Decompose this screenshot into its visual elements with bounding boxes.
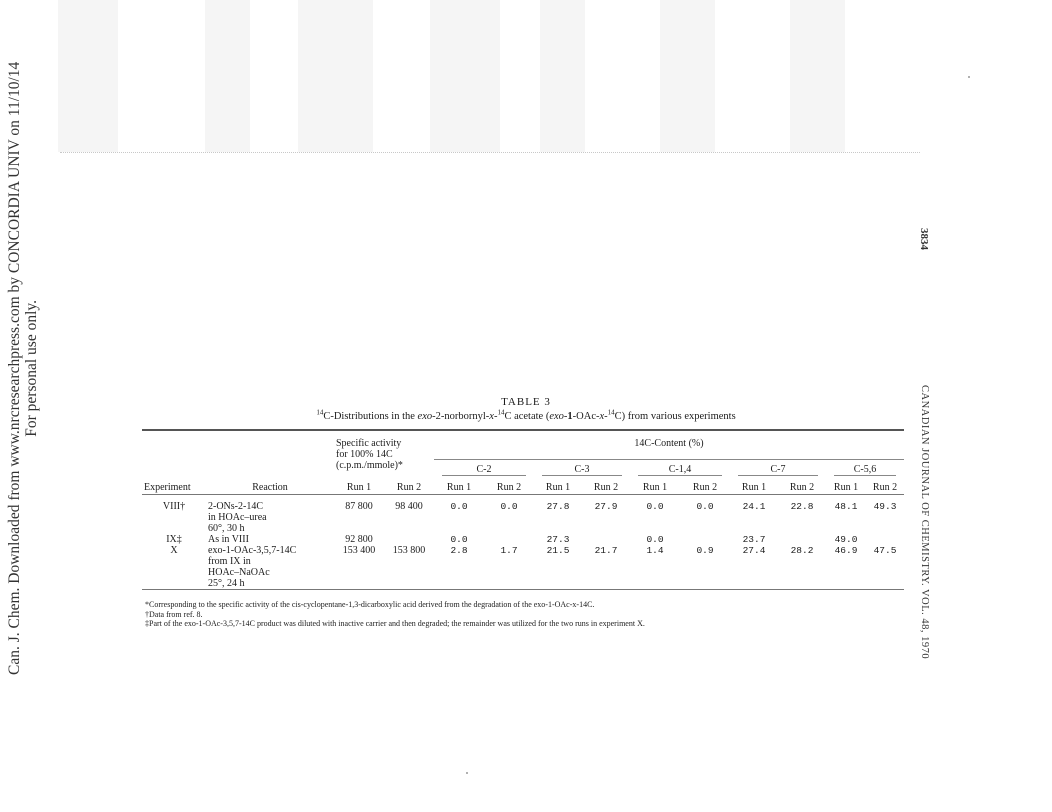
value-cell: 49.3	[873, 500, 897, 512]
experiment-header: Experiment	[144, 482, 191, 493]
run2-header: Run 2	[496, 482, 522, 493]
caption-part: exo	[549, 411, 564, 422]
value-cell: 28.2	[790, 544, 814, 556]
scan-speck	[466, 772, 468, 774]
run2-header: Run 2	[396, 482, 422, 493]
value-cell: 1.4	[646, 544, 664, 556]
reaction-header: Reaction	[252, 482, 288, 493]
bleed-through-block	[790, 0, 845, 152]
value-cell: 27.4	[742, 544, 766, 556]
scan-speck	[968, 76, 970, 78]
run1-header: Run 1	[346, 482, 372, 493]
bleed-through-block	[540, 0, 585, 152]
caption-part: 14	[316, 408, 324, 417]
reaction-line: from IX in	[208, 555, 251, 567]
run1-header: Run 1	[833, 482, 859, 493]
activity-cell: 153 400	[342, 544, 376, 556]
value-cell: 27.9	[594, 500, 618, 512]
caption-part: -OAc-	[572, 411, 600, 422]
caption-part: 1	[567, 411, 573, 422]
run1-header: Run 1	[446, 482, 472, 493]
value-cell: 27.8	[546, 500, 570, 512]
caption-part: 14	[607, 408, 615, 417]
run1-header: Run 1	[642, 482, 668, 493]
caption-part: 14	[497, 408, 505, 417]
value-cell: 0.0	[646, 500, 664, 512]
value-cell	[484, 534, 534, 545]
table-caption	[0, 408, 1052, 422]
reaction-cell	[206, 545, 334, 590]
footnote: *Corresponding to the specific activity of the cis-cyclopentane-1,3-dicarboxylic acid derived from the degradation of the exo-1-OAc-x-14C.	[145, 600, 595, 609]
value-cell	[582, 534, 630, 545]
bottom-rule	[142, 589, 904, 594]
data-table	[142, 429, 904, 594]
reaction-line: HOAc–NaOAc	[208, 566, 270, 578]
value-cell: 2.8	[450, 544, 468, 556]
download-stamp	[6, 62, 40, 675]
bleed-through-rule	[60, 152, 920, 153]
value-cell: 1.7	[500, 544, 518, 556]
experiment-cell: IX‡	[166, 533, 182, 545]
activity-cell: 98 400	[395, 500, 423, 512]
table-row	[142, 501, 904, 534]
bleed-through-block	[58, 0, 118, 152]
table-row	[142, 545, 904, 590]
caption-part: exo	[417, 411, 433, 422]
run2-header: Run 2	[593, 482, 619, 493]
value-cell: 49.0	[834, 533, 858, 545]
reaction-line: exo-1-OAc-3,5,7-14C	[208, 544, 297, 556]
reaction-line: 60°, 30 h	[208, 522, 245, 534]
caption-part: -2-norbornyl-	[432, 411, 490, 422]
caption-part: -	[604, 411, 608, 422]
table-row	[142, 534, 904, 545]
activity-cell	[384, 534, 434, 545]
specific-activity-line1: Specific activity	[336, 438, 402, 449]
activity-cell: 153 800	[392, 544, 426, 556]
value-cell	[866, 534, 904, 545]
value-cell: 21.7	[594, 544, 618, 556]
value-cell: 21.5	[546, 544, 570, 556]
value-cell: 24.1	[742, 500, 766, 512]
value-cell	[778, 534, 826, 545]
running-header: CANADIAN JOURNAL OF CHEMISTRY. VOL. 48, 1970	[919, 385, 930, 660]
bleed-through-block	[430, 0, 500, 152]
caption-part: C) from various experiments	[614, 411, 736, 422]
position-header-c7: C-7	[738, 464, 818, 476]
activity-cell: 92 800	[345, 533, 373, 545]
value-cell: 23.7	[742, 533, 766, 545]
run2-header: Run 2	[789, 482, 815, 493]
value-cell: 47.5	[873, 544, 897, 556]
value-cell: 0.0	[450, 500, 468, 512]
position-header-c56: C-5,6	[834, 464, 896, 476]
caption-part: C-Distributions in the	[323, 411, 418, 422]
bleed-through-block	[298, 0, 373, 152]
run1-header: Run 1	[741, 482, 767, 493]
page-number: 3834	[918, 228, 930, 250]
run2-header: Run 2	[872, 482, 898, 493]
top-rule	[142, 430, 904, 438]
download-stamp-line1: Can. J. Chem. Downloaded from www.nrcresearchpress.com by CONCORDIA UNIV on 11/10/14	[6, 61, 23, 675]
reaction-line: 2-ONs-2-14C	[208, 500, 263, 512]
experiment-cell: X	[170, 544, 178, 556]
caption-part: -	[563, 411, 568, 422]
footnote: ‡Part of the exo-1-OAc-3,5,7-14C product was diluted with inactive carrier and then degraded; the remainder was utilized for the two runs in experiment X.	[145, 619, 645, 628]
run2-header: Run 2	[692, 482, 718, 493]
bleed-through-block	[205, 0, 250, 152]
position-header-c14: C-1,4	[638, 464, 722, 476]
specific-activity-line2: for 100% 14C	[336, 449, 393, 460]
download-stamp-line2: For personal use only.	[23, 299, 40, 437]
caption-part: x	[599, 411, 605, 422]
footnote: †Data from ref. 8.	[145, 609, 203, 619]
specific-activity-header	[334, 438, 434, 476]
caption-part: C acetate (	[504, 411, 550, 422]
run1-header: Run 1	[545, 482, 571, 493]
value-cell: 22.8	[790, 500, 814, 512]
position-header-c3: C-3	[542, 464, 622, 476]
value-cell	[680, 534, 730, 545]
caption-part: -	[493, 411, 498, 422]
specific-activity-line3: (c.p.m./mmole)*	[336, 460, 403, 471]
value-cell: 0.0	[696, 500, 714, 512]
value-cell: 0.9	[696, 544, 714, 556]
position-header-c2: C-2	[442, 464, 526, 476]
footnotes	[145, 600, 905, 629]
activity-cell: 87 800	[345, 500, 373, 512]
value-cell: 0.0	[450, 533, 468, 545]
reaction-cell	[206, 534, 334, 545]
value-cell: 46.9	[834, 544, 858, 556]
bleed-through-block	[660, 0, 715, 152]
experiment-cell: VIII†	[162, 500, 186, 512]
value-cell: 0.0	[646, 533, 664, 545]
reaction-line: 25°, 24 h	[208, 577, 245, 589]
content-group-header: 14C-Content (%)	[434, 438, 904, 460]
table-title: TABLE 3	[501, 396, 551, 408]
reaction-line: in HOAc–urea	[208, 511, 267, 523]
value-cell: 27.3	[546, 533, 570, 545]
value-cell: 0.0	[500, 500, 518, 512]
reaction-cell	[206, 501, 334, 534]
reaction-line: As in VIII	[208, 533, 249, 545]
caption-part: x	[489, 411, 494, 422]
value-cell: 48.1	[834, 500, 858, 512]
